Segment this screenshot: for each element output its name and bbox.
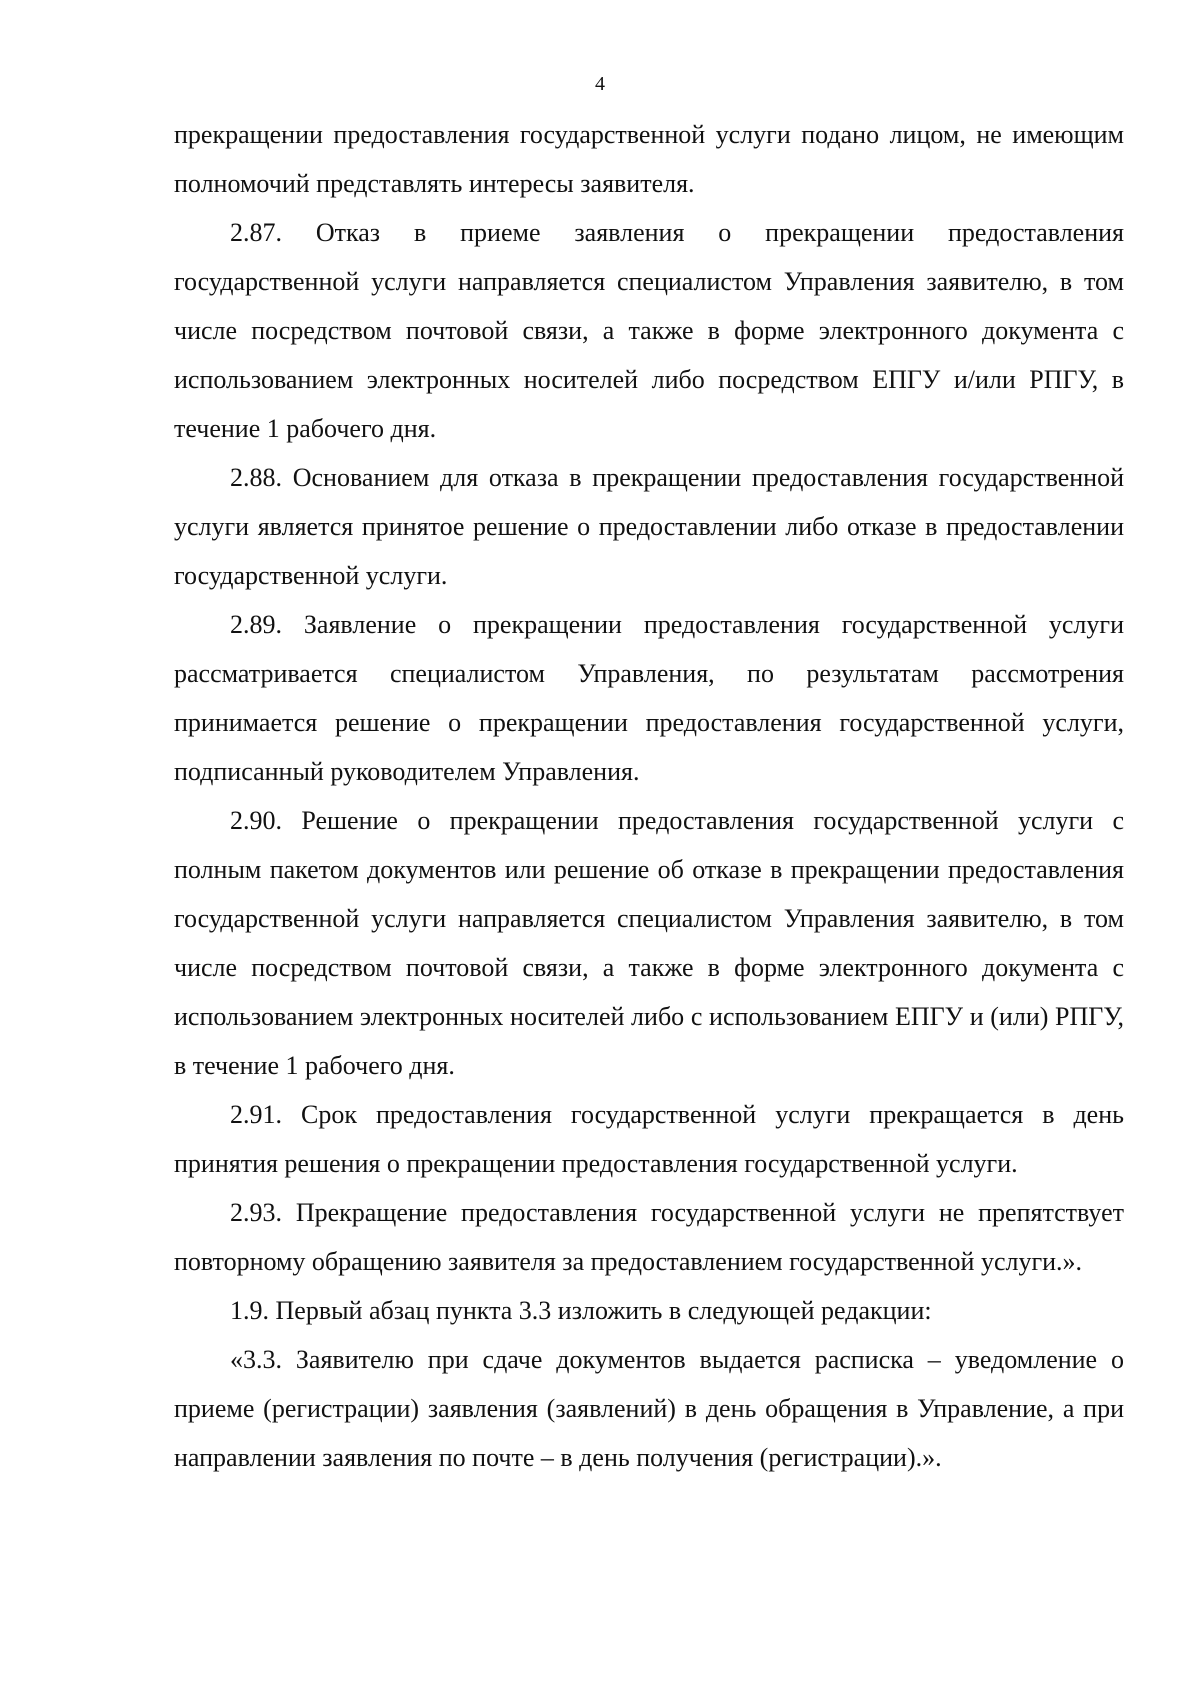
paragraph-continuation: прекращении предоставления государственной услуги подано лицом, не имеющим полномочий представлять интересы заявителя.: [174, 120, 1124, 198]
paragraph-2-89: 2.89. Заявление о прекращении предоставления государственной услуги рассматривается специалистом Управления, по результатам рассмотрения принимается решение о прекращении предоставления государственной услуги, подписанный руководителем Управления.: [174, 610, 1124, 786]
paragraph-2-88: 2.88. Основанием для отказа в прекращении предоставления государственной услуги является принятое решение о предоставлении либо отказе в предоставлении государственной услуги.: [174, 463, 1124, 590]
paragraph-2-93: 2.93. Прекращение предоставления государственной услуги не препятствует повторному обращению заявителя за предоставлением государственной услуги.».: [174, 1198, 1124, 1276]
paragraph-1-9: 1.9. Первый абзац пункта 3.3 изложить в следующей редакции:: [230, 1296, 932, 1325]
document-body: [174, 110, 1124, 1482]
paragraph-2-91: 2.91. Срок предоставления государственной услуги прекращается в день принятия решения о прекращении предоставления государственной услуги.: [174, 1100, 1124, 1178]
paragraph-2-90: 2.90. Решение о прекращении предоставления государственной услуги с полным пакетом документов или решение об отказе в прекращении предоставления государственной услуги направляется специалистом Управления заявителю, в том числе посредством почтовой связи, а также в форме электронного документа с использованием электронных носителей либо с использованием ЕПГУ и (или) РПГУ, в течение 1 рабочего дня.: [174, 806, 1124, 1080]
paragraph-2-87: 2.87. Отказ в приеме заявления о прекращении предоставления государственной услуги направляется специалистом Управления заявителю, в том числе посредством почтовой связи, а также в форме электронного документа с использованием электронных носителей либо посредством ЕПГУ и/или РПГУ, в течение 1 рабочего дня.: [174, 218, 1124, 443]
paragraph-3-3: «3.3. Заявителю при сдаче документов выдается расписка – уведомление о приеме (регистрации) заявления (заявлений) в день обращения в Управление, а при направлении заявления по почте – в день получения (регистрации).».: [174, 1345, 1124, 1472]
page-number: 4: [595, 73, 605, 95]
